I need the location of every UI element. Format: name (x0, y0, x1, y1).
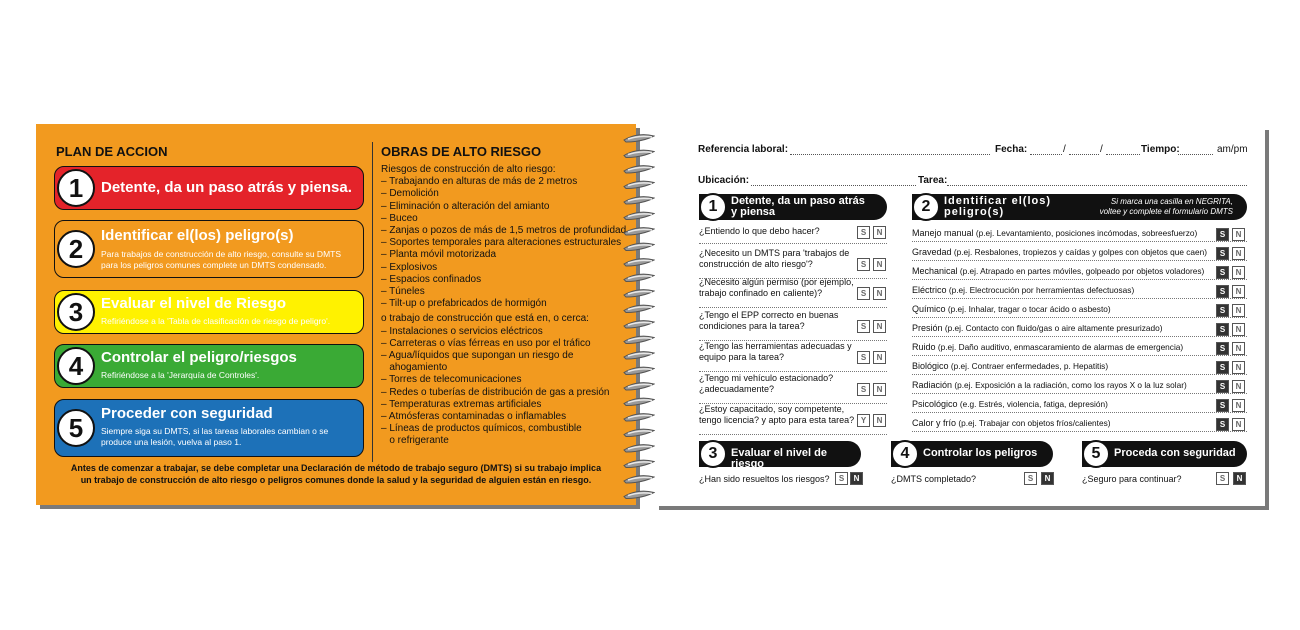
yes-checkbox[interactable]: S (835, 472, 848, 485)
no-checkbox[interactable]: N (1232, 304, 1245, 317)
no-checkbox[interactable]: N (873, 414, 886, 427)
no-checkbox[interactable]: N (1232, 266, 1245, 279)
ref-label: Referencia laboral: (698, 144, 789, 155)
yes-checkbox[interactable]: S (857, 287, 870, 300)
step-title: Proceder con seguridad (101, 405, 273, 422)
list-item: – Túneles (381, 286, 425, 298)
hazard-example: (p.ej. Electrocución por herramientas defectuosas) (946, 285, 1135, 295)
tarea-field[interactable] (947, 185, 1247, 186)
hazard-row (912, 379, 1247, 394)
step-number: 5 (57, 409, 95, 447)
step-5 (54, 399, 364, 457)
question-row (699, 373, 887, 404)
hazard-row (912, 360, 1247, 375)
ref-field[interactable] (790, 154, 990, 155)
hazard-text (912, 304, 1212, 315)
hazard-row (912, 322, 1247, 337)
yes-checkbox[interactable]: S (1216, 285, 1229, 298)
question-text: ¿Entiendo lo que debo hacer? (699, 226, 820, 236)
hazard-name: Psicológico (912, 399, 958, 409)
step-3 (54, 290, 364, 334)
date-separator: / (1063, 144, 1066, 155)
yes-checkbox[interactable]: S (857, 351, 870, 364)
hazard-name: Gravedad (912, 247, 952, 257)
section-5-question: ¿Seguro para continuar? (1082, 474, 1182, 484)
section-title-line-1: Detente, da un paso atrás (731, 195, 865, 207)
yes-checkbox[interactable]: S (1216, 266, 1229, 279)
section-1-header (699, 194, 887, 220)
no-checkbox[interactable]: N (1232, 399, 1245, 412)
yes-checkbox[interactable]: S (1216, 228, 1229, 241)
yes-checkbox[interactable]: S (1216, 361, 1229, 374)
list-item: – Temperaturas extremas artificiales (381, 398, 542, 410)
hazard-name: Biológico (912, 361, 949, 371)
step-title: Controlar el peligro/riesgos (101, 349, 297, 366)
list-item: – Eliminación o alteración del amianto (381, 200, 550, 212)
no-checkbox[interactable]: N (850, 472, 863, 485)
step-number: 1 (57, 169, 95, 207)
hazard-text (912, 342, 1212, 353)
question-text: ¿Tengo el EPP correcto en buenas condiciones para la tarea? (699, 310, 839, 331)
step-4 (54, 344, 364, 388)
question-text: ¿Tengo las herramientas adecuadas y equipo para la tarea? (699, 341, 852, 362)
hazard-name: Manejo manual (912, 228, 974, 238)
hazard-text (912, 361, 1212, 372)
section-4-header (891, 441, 1053, 467)
hazard-text (912, 266, 1212, 277)
question-text: ¿Tengo mi vehículo estacionado? ¿adecuadamente? (699, 373, 834, 394)
hazard-name: Químico (912, 304, 946, 314)
no-checkbox[interactable]: N (873, 226, 886, 239)
hazard-row (912, 303, 1247, 318)
list-item: – Zanjas o pozos de más de 1,5 metros de profundidad (381, 225, 627, 237)
section-number: 3 (699, 440, 727, 468)
step-1 (54, 166, 364, 210)
date-year-field[interactable] (1106, 154, 1140, 155)
question-text: ¿Estoy capacitado, soy competente, tengo licencia? y apto para esta tarea? (699, 404, 855, 425)
time-field[interactable] (1178, 154, 1213, 155)
hazard-text (912, 323, 1212, 334)
list-item: – Agua/líquidos que supongan un riesgo de (381, 350, 574, 362)
obras-list (381, 164, 627, 448)
step-title: Detente, da un paso atrás y piensa. (101, 179, 352, 196)
hazard-example: (p.ej. Inhalar, tragar o tocar ácido o asbesto) (945, 304, 1111, 314)
step-number: 2 (57, 230, 95, 268)
yes-checkbox[interactable]: S (857, 258, 870, 271)
step-number: 3 (57, 293, 95, 331)
yes-checkbox[interactable]: S (1216, 380, 1229, 393)
tiempo-label: Tiempo: (1141, 144, 1180, 155)
no-checkbox[interactable]: N (1041, 472, 1054, 485)
list-item: ahogamiento (381, 362, 448, 374)
no-checkbox[interactable]: N (1232, 323, 1245, 336)
hazard-row (912, 341, 1247, 356)
no-checkbox[interactable]: N (1232, 342, 1245, 355)
column-divider (372, 142, 373, 462)
footer-line-1: Antes de comenzar a trabajar, se debe completar una Declaración de método de trabajo seguro (DMTS) si su trabajo implica (70, 463, 602, 473)
right-page (655, 126, 1265, 506)
hazard-name: Eléctrico (912, 285, 947, 295)
hazard-row (912, 398, 1247, 413)
section-2-header (912, 194, 1247, 220)
note-line-2: voltee y complete el formulario DMTS (1099, 207, 1233, 216)
section-number: 5 (1082, 440, 1110, 468)
question-text: ¿Necesito algún permiso (por ejemplo, trabajo confinado en caliente)? (699, 277, 854, 298)
no-checkbox[interactable]: N (1232, 285, 1245, 298)
yes-checkbox[interactable]: S (857, 226, 870, 239)
no-checkbox[interactable]: N (873, 383, 886, 396)
question-row (699, 226, 887, 244)
yes-checkbox[interactable]: S (1024, 472, 1037, 485)
section-title: Evaluar el nivel de riesgo (731, 447, 827, 470)
hazard-example: (p.ej. Trabajar con objetos fríos/calientes) (956, 418, 1111, 428)
section-number: 4 (891, 440, 919, 468)
date-month-field[interactable] (1069, 154, 1099, 155)
step-subtitle: Refiriéndose a la 'Jerarquía de Controles'. (101, 370, 260, 380)
section-4-question: ¿DMTS completado? (891, 474, 977, 484)
question-row (699, 310, 887, 341)
step-subtitle: Siempre siga su DMTS, si las tareas laborales cambian o se produce una lesión, vuelva al paso 1. (101, 426, 329, 447)
hazard-example: (p.ej. Contraer enfermedades, p. Hepatitis) (948, 361, 1109, 371)
hazard-example: (p.ej. Atrapado en partes móviles, golpeado por objetos voladores) (957, 266, 1205, 276)
tarea-label: Tarea: (918, 175, 948, 186)
footer-note (54, 462, 618, 486)
ampm-label: am/pm (1217, 144, 1248, 155)
left-page (36, 124, 636, 505)
hazard-row (912, 417, 1247, 432)
step-2 (54, 220, 364, 278)
section-3-question: ¿Han sido resueltos los riesgos? (699, 474, 830, 484)
step-subtitle: Para trabajos de construcción de alto riesgo, consulte su DMTS para los peligros comunes complete un DMTS condensado. (101, 249, 342, 270)
yes-checkbox[interactable]: S (857, 383, 870, 396)
hazard-name: Ruido (912, 342, 936, 352)
list-item: o refrigerante (381, 435, 449, 447)
list-item: – Explosivos (381, 261, 438, 273)
question-row (699, 341, 887, 372)
hazard-example: (p.ej. Contacto con fluido/gas o aire altamente presurizado) (942, 323, 1163, 333)
hazard-text (912, 380, 1212, 391)
hazard-text (912, 228, 1212, 239)
yes-checkbox[interactable]: Y (857, 414, 870, 427)
list-item: – Torres de telecomunicaciones (381, 374, 522, 386)
hazard-text (912, 285, 1212, 296)
ubicacion-field[interactable] (751, 185, 916, 186)
hazard-row (912, 246, 1247, 261)
no-checkbox[interactable]: N (1232, 361, 1245, 374)
section-2-note (1100, 197, 1233, 217)
ubicacion-label: Ubicación: (698, 175, 750, 186)
step-number: 4 (57, 347, 95, 385)
obras-intro-2: o trabajo de construcción que está en, o cerca: (381, 313, 589, 325)
section-5-header (1082, 441, 1247, 467)
hazard-name: Presión (912, 323, 943, 333)
section-number: 1 (699, 193, 727, 221)
hazard-example: (p.ej. Resbalones, tropiezos y caídas y golpes con objetos que caen) (951, 247, 1208, 257)
hazard-text (912, 247, 1212, 258)
list-item: – Soportes temporales para alteraciones estructurales (381, 237, 622, 249)
list-item: – Espacios confinados (381, 273, 482, 285)
note-line-1: Si marca una casilla en NEGRITA, (1110, 197, 1233, 206)
no-checkbox[interactable]: N (1232, 418, 1245, 431)
list-item: – Planta móvil motorizada (381, 249, 497, 261)
hazard-text (912, 418, 1212, 429)
question-row (699, 248, 887, 279)
hazard-example: (p.ej. Levantamiento, posiciones incómodas, sobreesfuerzo) (973, 228, 1198, 238)
section-title-line-2: peligro(s) (944, 206, 1005, 218)
list-item: – Carreteras o vías férreas en uso por el tráfico (381, 337, 591, 349)
question-text: ¿Necesito un DMTS para 'trabajos de construcción de alto riesgo'? (699, 248, 850, 269)
date-separator: / (1100, 144, 1103, 155)
yes-checkbox[interactable]: S (857, 320, 870, 333)
section-title: Proceda con seguridad (1114, 447, 1236, 459)
section-title-line-2: y piensa (731, 206, 776, 218)
spiral-binding (622, 128, 658, 508)
no-checkbox[interactable]: N (873, 320, 886, 333)
yes-checkbox[interactable]: S (1216, 399, 1229, 412)
no-checkbox[interactable]: N (1233, 472, 1246, 485)
yes-checkbox[interactable]: S (1216, 472, 1229, 485)
no-checkbox[interactable]: N (1232, 228, 1245, 241)
list-item: – Buceo (381, 212, 418, 224)
list-item: – Líneas de productos químicos, combustible (381, 423, 582, 435)
obras-intro: Riesgos de construcción de alto riesgo: (381, 164, 556, 175)
hazard-row (912, 227, 1247, 242)
section-title: Controlar los peligros (923, 447, 1038, 459)
section-3-header (699, 441, 861, 470)
hazard-example: (p.ej. Exposición a la radiación, como los rayos X o la luz solar) (952, 380, 1187, 390)
step-title: Evaluar el nivel de Riesgo (101, 295, 287, 312)
hazard-text (912, 399, 1212, 410)
obras-title: OBRAS DE ALTO RIESGO (381, 144, 542, 159)
hazard-name: Radiación (912, 380, 953, 390)
yes-checkbox[interactable]: S (1216, 342, 1229, 355)
question-row (699, 404, 887, 435)
yes-checkbox[interactable]: S (1216, 418, 1229, 431)
question-row (699, 277, 887, 308)
list-item: – Trabajando en alturas de más de 2 metros (381, 176, 578, 188)
list-item: – Instalaciones o servicios eléctricos (381, 325, 543, 337)
no-checkbox[interactable]: N (1232, 247, 1245, 260)
hazard-example: (p.ej. Daño auditivo, enmascaramiento de alarmas de emergencia) (935, 342, 1184, 352)
no-checkbox[interactable]: N (873, 351, 886, 364)
yes-checkbox[interactable]: S (1216, 304, 1229, 317)
step-subtitle: Refiriéndose a la 'Tabla de clasificación de riesgo de peligro'. (101, 316, 331, 326)
no-checkbox[interactable]: N (1232, 380, 1245, 393)
hazard-example: (e.g. Estrés, violencia, fatiga, depresión) (957, 399, 1108, 409)
list-item: – Atmósferas contaminadas o inflamables (381, 411, 567, 423)
fecha-label: Fecha: (995, 144, 1028, 155)
hazard-row (912, 284, 1247, 299)
section-title-line-1: Identificar el(los) (944, 195, 1052, 207)
hazard-name: Calor y frío (912, 418, 957, 428)
hazard-name: Mechanical (912, 266, 958, 276)
list-item: – Tilt-up o prefabricados de hormigón (381, 298, 547, 310)
plan-title: PLAN DE ACCION (56, 144, 168, 159)
hazard-row (912, 265, 1247, 280)
footer-line-2: un trabajo de construcción de alto riesgo o peligros comunes donde la salud y la seguridad de alguien están en riesgo. (80, 475, 592, 485)
list-item: – Redes o tuberías de distribución de gas a presión (381, 386, 610, 398)
section-number: 2 (912, 193, 940, 221)
list-item: – Demolición (381, 188, 439, 200)
date-day-field[interactable] (1030, 154, 1062, 155)
yes-checkbox[interactable]: S (1216, 323, 1229, 336)
yes-checkbox[interactable]: S (1216, 247, 1229, 260)
no-checkbox[interactable]: N (873, 258, 886, 271)
step-title: Identificar el(los) peligro(s) (101, 227, 294, 244)
no-checkbox[interactable]: N (873, 287, 886, 300)
